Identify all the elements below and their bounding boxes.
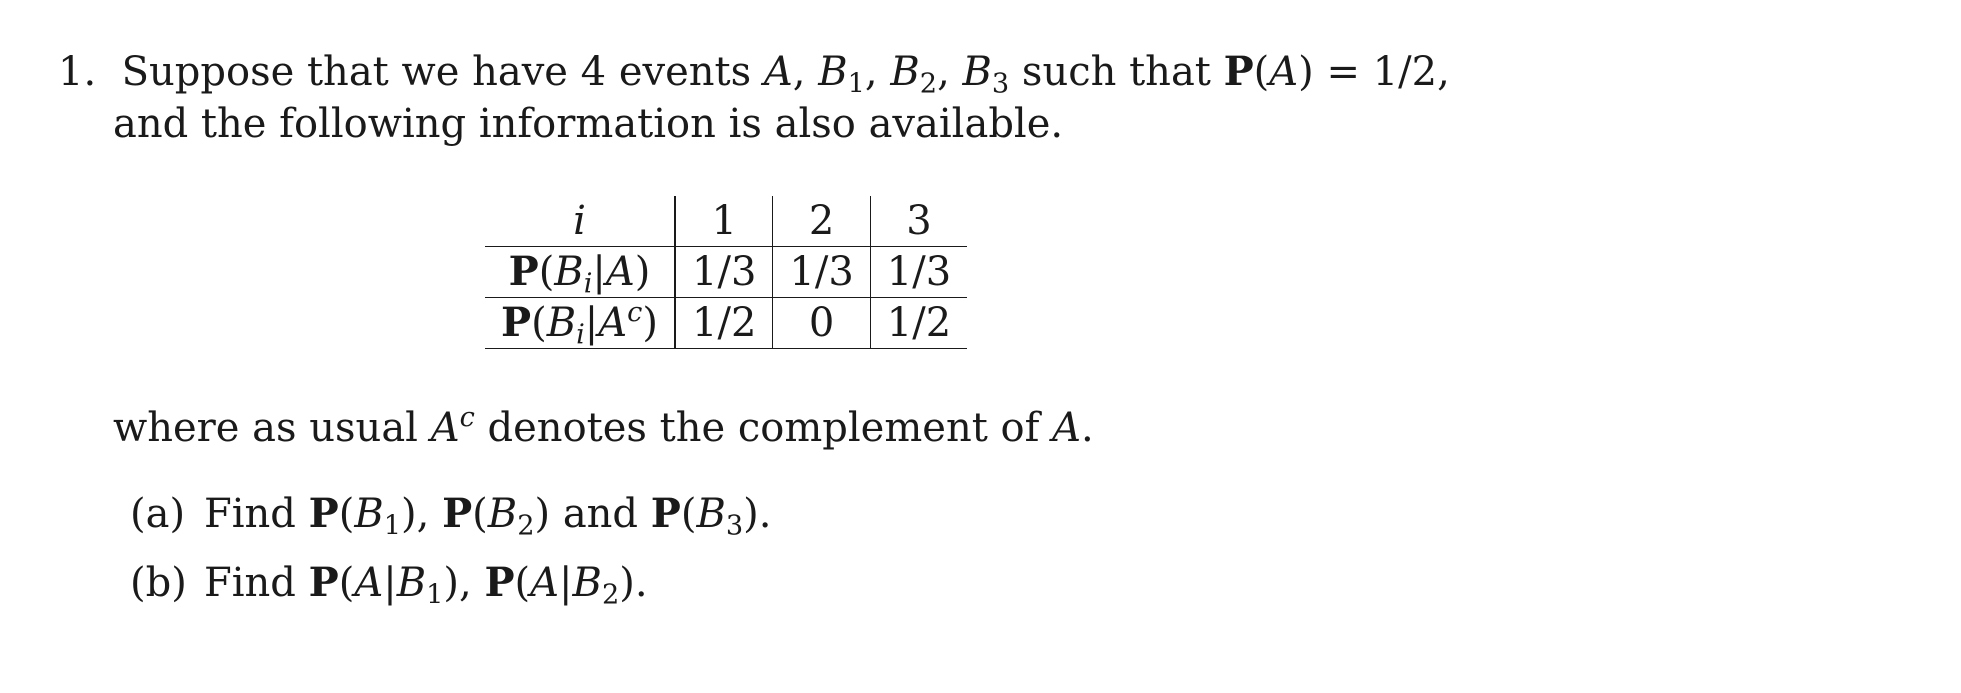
table-header-cell: 2 bbox=[773, 196, 870, 247]
question-part-a: (a) Find $P(B_1)$, $P(B_2)$ and $P(B_3)$. bbox=[130, 490, 772, 542]
table-cell: 1/2 bbox=[675, 298, 773, 349]
complement-remark: where as usual $A^c$ denotes the complement of A. bbox=[113, 402, 1094, 451]
problem-intro-line-1: 1. Suppose that we have 4 events A, $B_1$, $B_2$, $B_3$ such that P(A) = 1/2, bbox=[58, 48, 1450, 100]
table-cell: 1/3 bbox=[870, 247, 967, 298]
problem-number: 1. bbox=[58, 49, 97, 95]
event-list: A bbox=[763, 49, 793, 95]
conditional-probability-table bbox=[485, 196, 967, 349]
table-row bbox=[485, 247, 967, 298]
part-text: Find bbox=[204, 560, 296, 606]
intro-text: Suppose that we have 4 events bbox=[121, 49, 764, 95]
row-label-p-bi-given-ac: $P(B_i|A^c)$ bbox=[485, 298, 675, 349]
intro-such-that: such that bbox=[1009, 49, 1224, 95]
intro-prob-value: = 1/2, bbox=[1313, 49, 1450, 95]
row-label-p-bi-given-a: $P(B_i|A)$ bbox=[485, 247, 675, 298]
part-label: (b) bbox=[130, 560, 187, 606]
problem-intro-line-2: and the following information is also available. bbox=[113, 101, 1064, 147]
table-cell: 1/2 bbox=[870, 298, 967, 349]
table-row bbox=[485, 298, 967, 349]
table-cell: 1/3 bbox=[675, 247, 773, 298]
table-header-cell: 1 bbox=[675, 196, 773, 247]
question-part-b: (b) Find $P(A|B_1)$, $P(A|B_2)$. bbox=[130, 559, 648, 611]
table-cell: 0 bbox=[773, 298, 870, 349]
part-text: Find bbox=[204, 491, 296, 537]
table-header-cell: 3 bbox=[870, 196, 967, 247]
table-header-row bbox=[485, 196, 967, 247]
table-cell: 1/3 bbox=[773, 247, 870, 298]
table-header-label: i bbox=[573, 198, 586, 244]
part-label: (a) bbox=[130, 491, 186, 537]
